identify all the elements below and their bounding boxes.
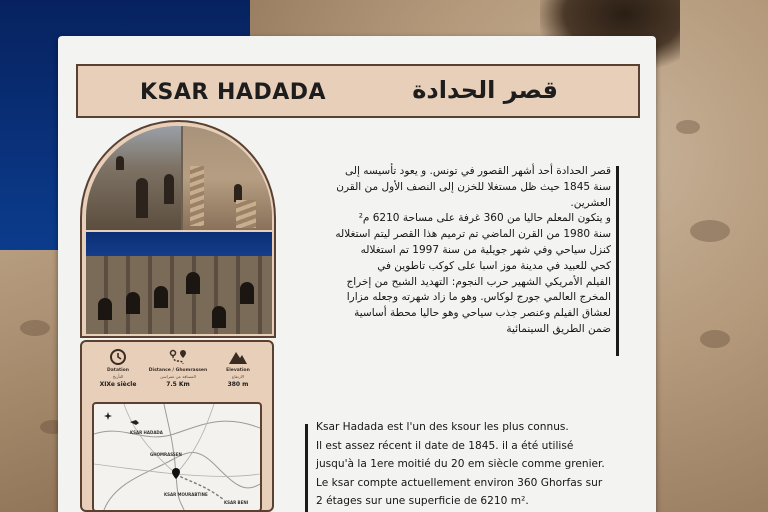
info-datation-value: XIXe siècle [99, 381, 137, 388]
map-label: GHOMRASSEN [150, 452, 182, 457]
stone-stairs [236, 200, 256, 228]
ghorfa-arch [186, 272, 200, 294]
ghorfa-door [136, 178, 148, 218]
ksar-courtyard-photo [86, 126, 272, 230]
french-line: jusqu'à la 1ere moitié du 20 em siècle comme grenier. [316, 458, 605, 471]
arabic-line: ضمن الطريق السينمائية [506, 322, 611, 335]
site-info-box [80, 340, 274, 512]
ghorfa-door [164, 174, 174, 204]
info-elevation [208, 348, 268, 388]
info-distance-sub: المسافة عن غمراسن [160, 374, 196, 379]
sign-title-band [76, 64, 640, 118]
map-label: KSAR BENI [224, 500, 249, 505]
french-line: Il est assez récent il date de 1845. il a été utilisé [316, 439, 574, 452]
arabic-line: قصر الحدادة أحد أشهر القصور في تونس. و يعود تأسيسه إلى [345, 165, 611, 177]
info-elevation-sub: الارتفاع [231, 374, 245, 379]
french-description [316, 418, 656, 511]
arabic-line: سنة 1845 حيث ظل مستغلا للخزن إلى النصف الأول من القرن [336, 180, 611, 193]
stone-stairs [190, 166, 204, 226]
ghorfa-arch [98, 298, 112, 320]
arabic-line: سنة 1980 من القرن الماضي تم ترميم هذا القصر ليتم استغلاله [335, 228, 611, 241]
info-elevation-value: 380 m [227, 381, 249, 388]
ghorfa-door [116, 156, 124, 170]
clock-icon [108, 348, 128, 366]
french-line: Ksar Hadada est l'un des ksour les plus connus. [316, 421, 569, 433]
info-datation [88, 348, 148, 388]
info-distance-value: 7.5 Km [166, 381, 190, 388]
route-pin-icon [168, 348, 188, 366]
arabic-line: و يتكون المعلم حاليا من 360 غرفة على مساحة 6210 م² [358, 212, 611, 225]
arabic-line: لعشاق الفيلم وعنصر جذب سياحي وهو حاليا محطة أساسية [354, 307, 611, 320]
ghorfa-arch [212, 306, 226, 328]
wall-rock [700, 330, 730, 348]
map-label: KSAR HADADA [130, 430, 163, 435]
info-elevation-label: Elevation [226, 368, 250, 373]
info-datation-sub: التأريخ [112, 374, 124, 379]
arabic-description [305, 164, 611, 360]
arabic-text-rule [616, 166, 619, 356]
ghorfa-arch [240, 282, 254, 304]
french-text-rule [305, 424, 308, 512]
french-line: 2 étages sur une superficie de 6210 m². [316, 495, 529, 508]
mountain-icon [228, 348, 248, 366]
arabic-line: العشرين. [570, 196, 611, 209]
info-distance [148, 348, 208, 388]
location-map [92, 402, 262, 512]
arabic-line: المخرج العالمي جورج لوكاس. وهو ما زاد شهرته وجعله مزارا [346, 291, 611, 304]
info-distance-label: Distance / Ghomrassen [148, 368, 208, 373]
french-line: Le ksar compte actuellement environ 360 Ghorfas sur [316, 476, 603, 489]
ksar-arches-photo [86, 232, 272, 334]
info-datation-label: Datation [107, 368, 129, 373]
map-label: KSAR MOURABTINE [164, 492, 208, 497]
sign-title-arabic: قصر الحدادة [412, 76, 558, 104]
arabic-line: كحي للعبيد في مدينة موز اسبا على كوكب تاطوين في [377, 259, 611, 272]
wall-rock [20, 320, 50, 336]
arabic-line: الفيلم الأمريكي الشهير حرب النجوم: التهديد الشبح من إخراج [346, 275, 611, 288]
sign-title-latin: KSAR HADADA [140, 80, 327, 105]
arabic-line: كنزل سياحي وفي شهر جويلية من سنة 1997 تم استغلاله [360, 243, 611, 256]
ghorfa-arch [126, 292, 140, 314]
wall-rock [690, 220, 730, 242]
ghorfa-arch [154, 286, 168, 308]
wall-rock [676, 120, 700, 134]
ksar-photo-frame [80, 120, 276, 338]
